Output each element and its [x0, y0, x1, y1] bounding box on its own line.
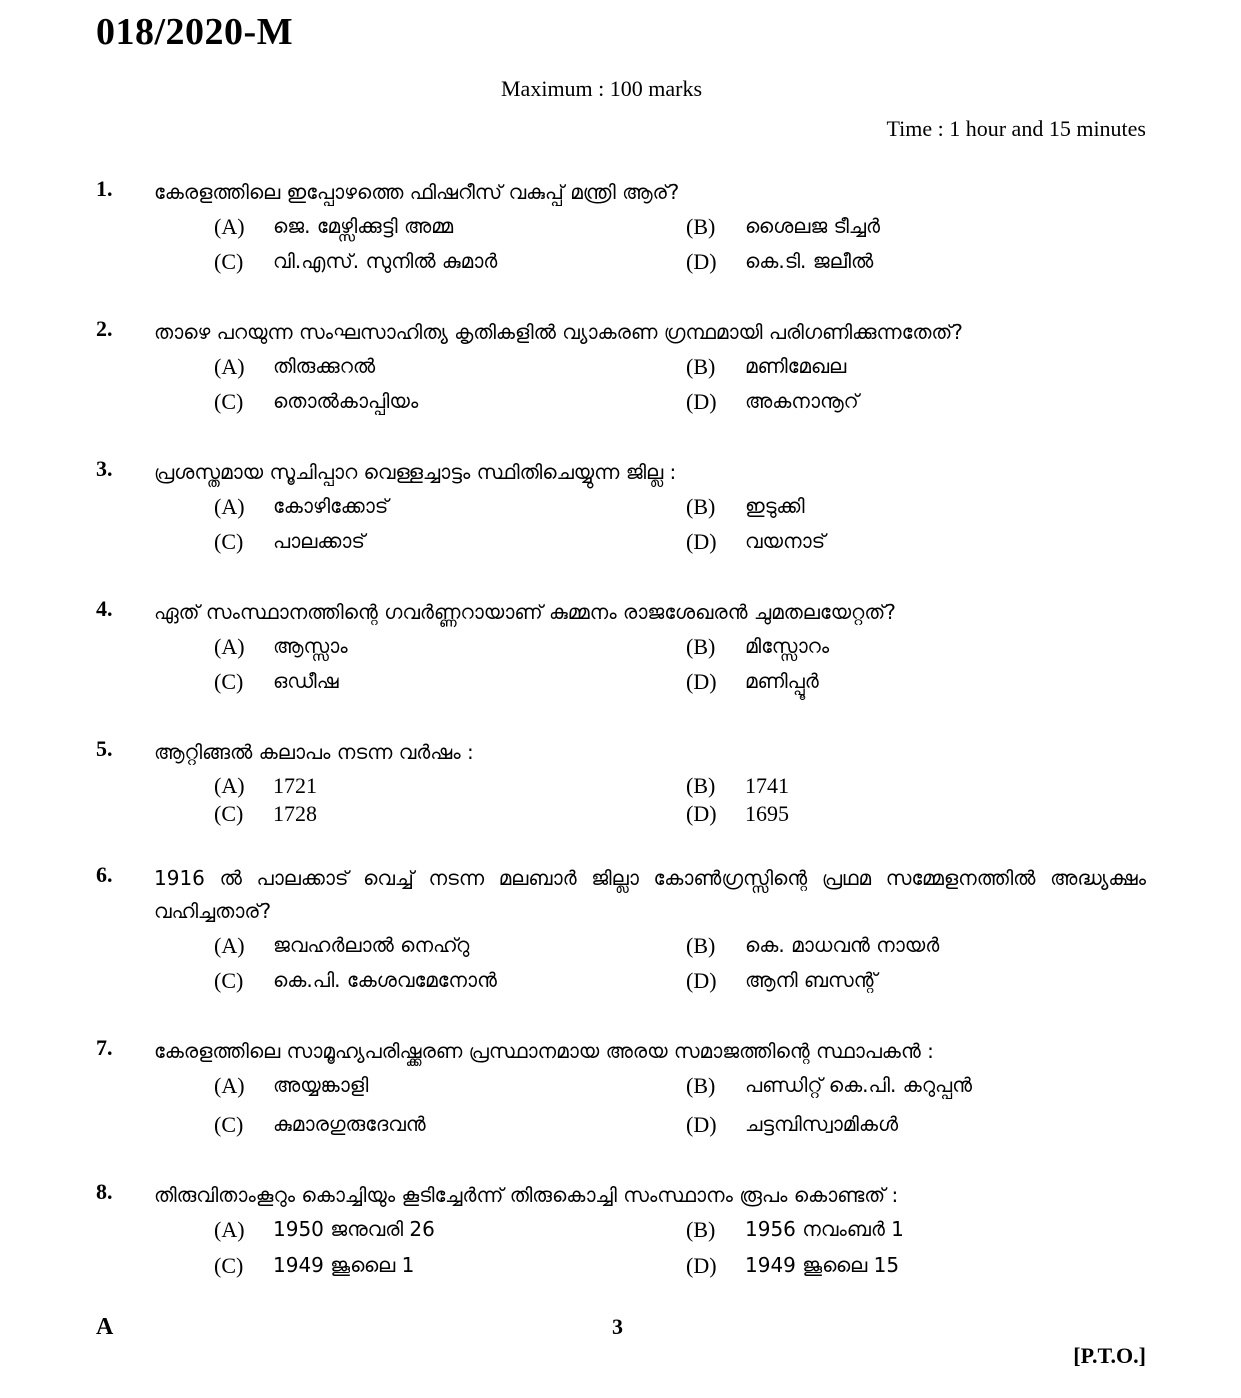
- option-label: (A): [214, 1217, 245, 1242]
- option-label: (C): [214, 249, 244, 274]
- question-text: ആറ്റിങ്ങൽ കലാപം നടന്ന വർഷം :: [154, 740, 474, 764]
- question-7: [96, 1035, 1146, 1138]
- question-4: [96, 596, 1146, 699]
- option-label: (B): [686, 634, 716, 659]
- booklet-series: A: [96, 1314, 114, 1340]
- option-text: ഒഡീഷ: [273, 669, 339, 693]
- please-turn-over: [P.T.O.]: [1073, 1343, 1146, 1368]
- option-label: (A): [214, 933, 245, 958]
- option-text: മണിപ്പൂർ: [745, 669, 819, 693]
- question-number: 6.: [96, 862, 113, 887]
- option-text: ജവഹർലാൽ നെഹ്റു: [273, 933, 470, 957]
- option-label: (B): [686, 773, 716, 798]
- option-label: (D): [686, 968, 717, 993]
- option-text: ആസ്സാം: [273, 634, 348, 658]
- question-text: കേരളത്തിലെ സാമൂഹ്യപരിഷ്ക്കരണ പ്രസ്ഥാനമായ അരയ സമാജത്തിന്റെ സ്ഥാപകൻ :: [154, 1039, 934, 1063]
- option-label: (A): [214, 354, 245, 379]
- option-label: (A): [214, 773, 245, 798]
- time-allowed: Time : 1 hour and 15 minutes: [886, 116, 1146, 141]
- option-text: ചട്ടമ്പിസ്വാമികൾ: [745, 1112, 899, 1136]
- option-text: 1949 ജൂലൈ 1: [273, 1253, 415, 1277]
- option-label: (D): [686, 669, 717, 694]
- option-text: അകനാനൂറ്: [745, 389, 859, 413]
- question-number: 2.: [96, 316, 113, 341]
- option-label: (D): [686, 389, 717, 414]
- question-text: ഏത് സംസ്ഥാനത്തിന്റെ ഗവർണ്ണറായാണ് കുമ്മനം രാജശേഖരൻ ചുമതലയേറ്റത്?: [154, 600, 896, 624]
- option-label: (B): [686, 1073, 716, 1098]
- question-text: പ്രശസ്തമായ സൂചിപ്പാറ വെള്ളച്ചാട്ടം സ്ഥിതിചെയ്യുന്ന ജില്ല :: [154, 460, 677, 484]
- option-label: (B): [686, 354, 716, 379]
- option-text: പണ്ഡിറ്റ് കെ.പി. കറുപ്പൻ: [745, 1073, 972, 1097]
- option-text: ശൈലജ ടീച്ചർ: [745, 214, 880, 238]
- option-label: (B): [686, 494, 716, 519]
- question-3: [96, 456, 1146, 559]
- option-label: (A): [214, 214, 245, 239]
- option-label: (C): [214, 1253, 244, 1278]
- question-number: 3.: [96, 456, 113, 481]
- option-label: (A): [214, 1073, 245, 1098]
- option-label: (C): [214, 968, 244, 993]
- option-label: (C): [214, 529, 244, 554]
- option-text: കോഴിക്കോട്: [273, 494, 389, 518]
- maximum-marks: Maximum : 100 marks: [501, 76, 703, 101]
- option-label: (D): [686, 529, 717, 554]
- option-text: കെ.പി. കേശവമേനോൻ: [273, 968, 497, 992]
- option-label: (D): [686, 1253, 717, 1278]
- option-text: ഇടുക്കി: [745, 494, 805, 518]
- option-text: മണിമേഖല: [745, 354, 847, 378]
- option-text: 1721: [273, 773, 317, 798]
- question-number: 4.: [96, 596, 113, 621]
- option-label: (D): [686, 1112, 717, 1137]
- option-label: (A): [214, 494, 245, 519]
- option-label: (C): [214, 669, 244, 694]
- question-number: 5.: [96, 736, 113, 761]
- question-1: [96, 176, 1146, 279]
- option-label: (B): [686, 933, 716, 958]
- option-text: ജെ. മേഴ്സിക്കുട്ടി അമ്മ: [273, 214, 454, 238]
- option-label: (A): [214, 634, 245, 659]
- option-text: 1728: [273, 801, 317, 826]
- option-text: ആനി ബസന്റ്: [745, 968, 878, 992]
- question-text: തിരുവിതാംകൂറും കൊച്ചിയും കൂടിച്ചേർന്ന് തിരുകൊച്ചി സംസ്ഥാനം രൂപം കൊണ്ടത് :: [154, 1183, 899, 1207]
- question-number: 1.: [96, 176, 113, 201]
- question-text: താഴെ പറയുന്ന സംഘസാഹിത്യ കൃതികളിൽ വ്യാകരണ ഗ്രന്ഥമായി പരിഗണിക്കുന്നതേത്?: [154, 320, 963, 344]
- option-text: പാലക്കാട്: [273, 529, 365, 553]
- option-text: 1949 ജൂലൈ 15: [745, 1253, 900, 1277]
- option-text: കുമാരഗുരുദേവൻ: [273, 1112, 426, 1136]
- option-label: (C): [214, 801, 244, 826]
- option-text: കെ. മാധവൻ നായർ: [745, 933, 940, 957]
- option-label: (C): [214, 389, 244, 414]
- option-text: 1695: [745, 801, 789, 826]
- option-text: 1950 ജനുവരി 26: [273, 1217, 435, 1241]
- paper-code: 018/2020-M: [96, 11, 294, 53]
- option-text: അയ്യങ്കാളി: [273, 1073, 369, 1097]
- question-8: [96, 1179, 1146, 1282]
- option-label: (B): [686, 214, 716, 239]
- question-number: 7.: [96, 1035, 113, 1060]
- page-number: 3: [612, 1314, 623, 1339]
- option-label: (D): [686, 801, 717, 826]
- question-text: കേരളത്തിലെ ഇപ്പോഴത്തെ ഫിഷറീസ് വകുപ്പ് മന്ത്രി ആര്?: [154, 180, 680, 204]
- option-label: (B): [686, 1217, 716, 1242]
- option-text: കെ.ടി. ജലീൽ: [745, 249, 874, 273]
- option-text: 1741: [745, 773, 789, 798]
- option-text: വയനാട്: [745, 529, 826, 553]
- question-number: 8.: [96, 1179, 113, 1204]
- option-label: (C): [214, 1112, 244, 1137]
- option-text: തിരുക്കുറൽ: [273, 354, 376, 378]
- option-text: 1956 നവംബർ 1: [745, 1217, 904, 1241]
- option-text: തൊൽകാപ്പിയം: [273, 389, 419, 413]
- question-6: [96, 862, 1146, 998]
- question-5: [96, 736, 1146, 827]
- option-text: മിസ്സോറം: [745, 634, 830, 658]
- question-2: [96, 316, 1146, 419]
- question-text: 1916 ൽ പാലക്കാട് വെച്ച് നടന്ന മലബാർ ജില്ലാ കോൺഗ്രസ്സിന്റെ പ്രഥമ സമ്മേളനത്തിൽ അദ്ധ്യക്ഷം വഹിച്ചതാര്?: [154, 866, 1146, 923]
- option-text: വി.എസ്. സുനിൽ കുമാർ: [273, 249, 498, 273]
- option-label: (D): [686, 249, 717, 274]
